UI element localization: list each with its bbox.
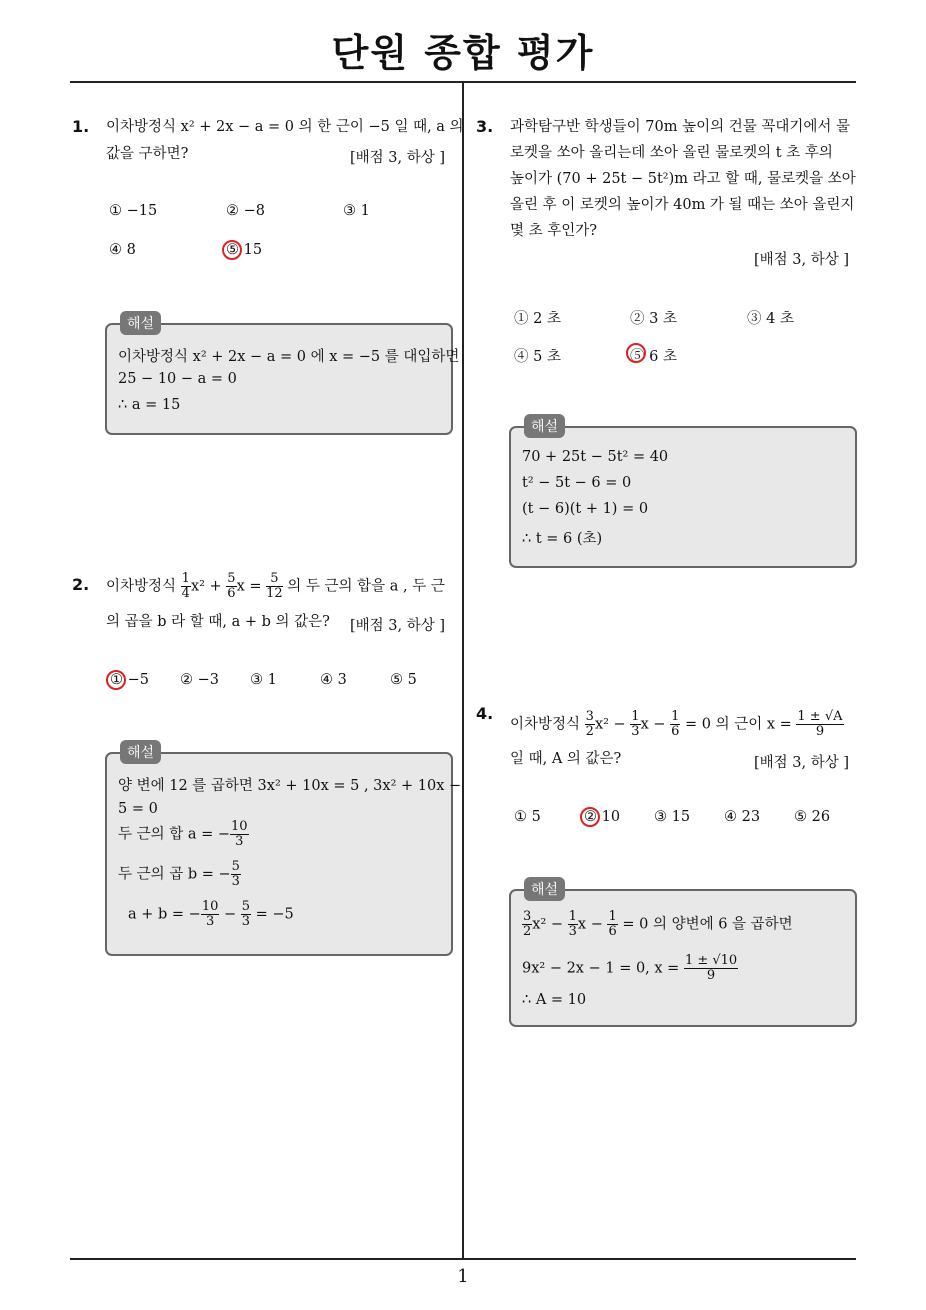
fraction: $\frac{1}{3}$: [631, 709, 640, 739]
score-meta: [배점 3, 하상 ]: [350, 150, 446, 166]
solution-line: a + b = − $\frac{10}{3}$ − $\frac{5}{3}$ = −5: [128, 899, 294, 929]
fraction: $\frac{5}{6}$: [227, 571, 236, 601]
bottom-rule: [70, 1258, 856, 1260]
choice-2[interactable]: ② −8: [226, 203, 265, 219]
question-number: 2.: [72, 575, 90, 594]
question-text: 의 곱을 b 라 할 때, a + b 의 값은?: [106, 614, 330, 630]
question-number: 4.: [476, 704, 494, 723]
solution-line: 9x² − 2x − 1 = 0, x = $\frac{1 \pm √10}{9}$: [522, 953, 738, 983]
choice-3[interactable]: ③ 1: [250, 672, 277, 688]
fraction: $\frac{3}{2}$: [585, 709, 594, 739]
question-text: 이차방정식 $\frac{1}{4}$ x² + $\frac{5}{6}$ x = $\frac{5}{12}$ 의 두 근의 합을 a , 두 근: [106, 571, 445, 601]
page-number: 1: [457, 1266, 469, 1287]
answer-mark: [106, 670, 126, 690]
score-meta: [배점 3, 하상 ]: [754, 755, 850, 771]
choice-5[interactable]: ⑤ 15: [226, 242, 263, 258]
question-text: 이차방정식 $\frac{3}{2}$ x² − $\frac{1}{3}$ x − $\frac{1}{6}$ = 0 의 근이 x = $\frac{1 \pm √A}{9}$: [510, 709, 843, 739]
choice-3[interactable]: ③ 1: [343, 203, 370, 219]
answer-mark: [626, 343, 646, 363]
fraction: $\frac{1}{3}$: [568, 909, 577, 939]
solution-line: t² − 5t − 6 = 0: [522, 475, 632, 491]
choice-5[interactable]: ⑤ 5: [390, 672, 417, 688]
solution-tag: 해설: [524, 877, 565, 901]
answer-mark: [580, 807, 600, 827]
question-number: 1.: [72, 117, 90, 136]
column-divider: [462, 82, 464, 1259]
choice-4[interactable]: ④ 23: [724, 809, 761, 825]
solution-line: ∴ A = 10: [522, 992, 587, 1008]
fraction: $\frac{10}{3}$: [201, 899, 219, 929]
question-text: 과학탐구반 학생들이 70m 높이의 건물 꼭대기에서 물: [510, 119, 850, 135]
choice-2[interactable]: ② 3 초: [630, 311, 677, 327]
fraction: $\frac{1}{6}$: [671, 709, 680, 739]
fraction: $\frac{5}{12}$: [266, 571, 283, 601]
solution-tag: 해설: [524, 414, 565, 438]
fraction: $\frac{1 \pm √10}{9}$: [684, 953, 738, 983]
choice-1[interactable]: ① −15: [109, 203, 158, 219]
choice-4[interactable]: ④ 5 초: [514, 349, 561, 365]
score-meta: [배점 3, 하상 ]: [754, 252, 850, 268]
solution-line: 25 − 10 − a = 0: [118, 371, 237, 387]
fraction: $\frac{1}{6}$: [608, 909, 617, 939]
solution-tag: 해설: [120, 740, 161, 764]
question-text: 로켓을 쏘아 올리는데 쏘아 올린 물로켓의 t 초 후의: [510, 145, 833, 161]
choice-3[interactable]: ③ 4 초: [747, 311, 794, 327]
choice-5[interactable]: ⑤ 6 초: [630, 349, 677, 365]
solution-tag: 해설: [120, 311, 161, 335]
solution-line: ∴ a = 15: [118, 397, 181, 413]
question-text: 높이가 (70 + 25t − 5t²)m 라고 할 때, 물로켓을 쏘아: [510, 171, 856, 187]
fraction: $\frac{10}{3}$: [231, 819, 248, 849]
solution-line: $\frac{3}{2}$ x² − $\frac{1}{3}$ x − $\frac{1}{6}$ = 0 의 양변에 6 을 곱하면: [523, 909, 793, 939]
choice-4[interactable]: ④ 8: [109, 242, 136, 258]
page-title: 단원 종합 평가: [331, 31, 595, 75]
solution-line: 5 = 0: [118, 801, 158, 817]
question-number: 3.: [476, 117, 494, 136]
solution-line: 두 근의 합 a = − $\frac{10}{3}$: [118, 819, 248, 849]
fraction: $\frac{1 \pm √A}{9}$: [797, 709, 843, 739]
fraction: $\frac{3}{2}$: [523, 909, 532, 939]
choice-1[interactable]: ① −5: [110, 672, 149, 688]
fraction: $\frac{1}{4}$: [181, 571, 190, 601]
choice-1[interactable]: ① 2 초: [514, 311, 561, 327]
choice-4[interactable]: ④ 3: [320, 672, 347, 688]
answer-mark: [222, 240, 242, 260]
question-text: 값을 구하면?: [106, 146, 189, 162]
solution-line: 양 변에 12 를 곱하면 3x² + 10x = 5 , 3x² + 10x −: [118, 778, 462, 794]
choice-5[interactable]: ⑤ 26: [794, 809, 831, 825]
choice-2[interactable]: ② 10: [584, 809, 621, 825]
solution-line: 이차방정식 x² + 2x − a = 0 에 x = −5 를 대입하면: [118, 349, 460, 365]
solution-line: ∴ t = 6 (초): [522, 531, 603, 547]
question-text: 올린 후 이 로켓의 높이가 40m 가 될 때는 쏘아 올린지: [510, 197, 855, 213]
score-meta: [배점 3, 하상 ]: [350, 618, 446, 634]
question-text: 몇 초 후인가?: [510, 223, 598, 239]
question-text: 일 때, A 의 값은?: [510, 751, 622, 767]
solution-line: (t − 6)(t + 1) = 0: [522, 501, 649, 517]
solution-line: 70 + 25t − 5t² = 40: [522, 449, 669, 465]
choice-3[interactable]: ③ 15: [654, 809, 691, 825]
choice-2[interactable]: ② −3: [180, 672, 219, 688]
question-text: 이차방정식 x² + 2x − a = 0 의 한 근이 −5 일 때, a 의: [106, 119, 464, 135]
fraction: $\frac{5}{3}$: [231, 859, 240, 889]
solution-line: 두 근의 곱 b = − $\frac{5}{3}$: [118, 859, 240, 889]
fraction: $\frac{5}{3}$: [241, 899, 251, 929]
choice-1[interactable]: ① 5: [514, 809, 541, 825]
